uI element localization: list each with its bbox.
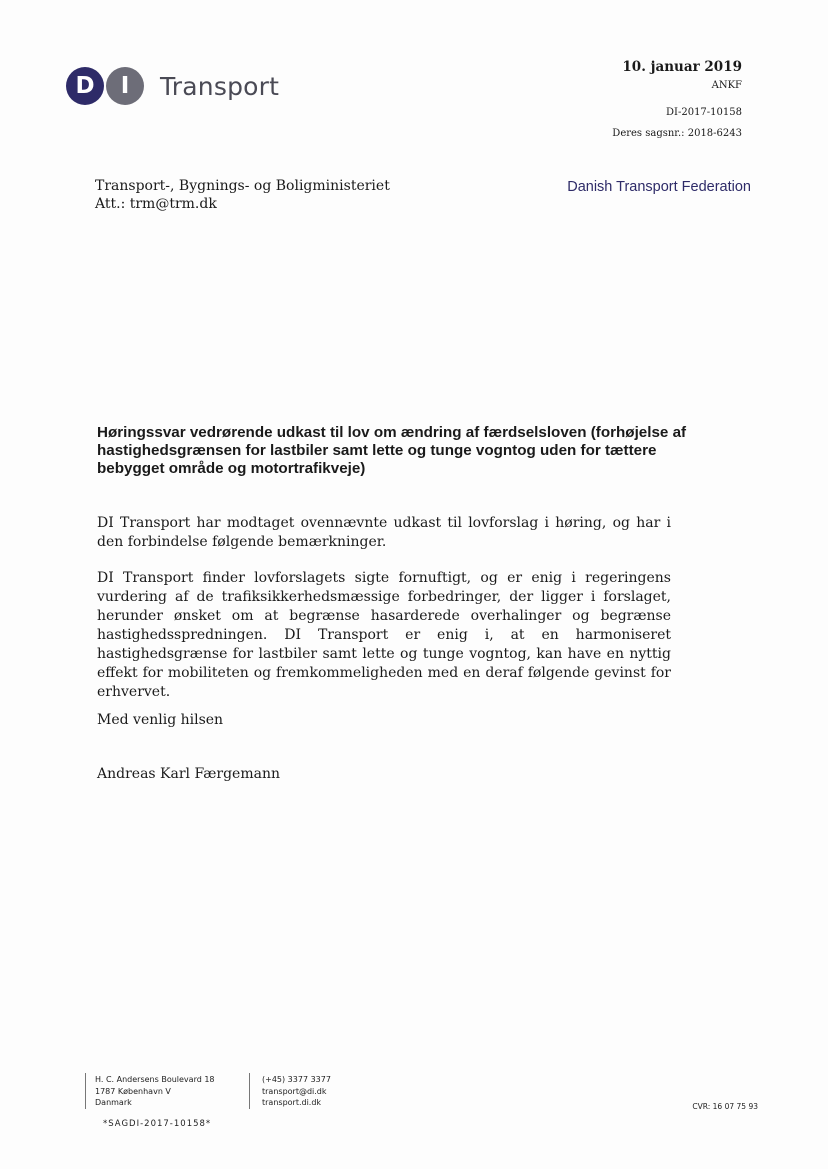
recipient-block	[95, 177, 390, 213]
footer-divider-mid	[249, 1073, 250, 1109]
footer-address-country: Danmark	[95, 1098, 132, 1107]
footer-cvr: CVR: 16 07 75 93	[692, 1102, 758, 1111]
letter-subject: Høringssvar vedrørende udkast til lov om ændring af færdselsloven (forhøjelse af hastighedsgrænsen for lastbiler samt lette og tunge vogntog uden for tættere bebygget område og motortrafikveje)	[97, 424, 687, 477]
document-barcode-text: *SAGDI-2017-10158*	[103, 1119, 212, 1129]
case-number: Deres sagsnr.: 2018-6243	[612, 128, 742, 139]
di-transport-logo	[66, 67, 279, 105]
logo-d-circle: D	[66, 67, 104, 105]
footer-address	[95, 1074, 215, 1109]
footer-contact	[262, 1074, 331, 1109]
footer-email: transport@di.dk	[262, 1086, 327, 1096]
author-initials: ANKF	[711, 80, 742, 91]
federation-name: Danish Transport Federation	[567, 179, 751, 195]
footer-address-city: 1787 København V	[95, 1086, 171, 1096]
signer-name: Andreas Karl Færgemann	[97, 766, 280, 782]
letter-date: 10. januar 2019	[622, 59, 742, 75]
reference-number: DI-2017-10158	[666, 107, 742, 118]
recipient-name: Transport-, Bygnings- og Boligministeriet	[95, 178, 390, 194]
footer-website: transport.di.dk	[262, 1098, 322, 1107]
footer-divider-left	[85, 1073, 86, 1109]
logo-i-circle: I	[106, 67, 144, 105]
body-paragraph-2: DI Transport finder lovforslagets sigte fornuftigt, og er enig i regeringens vurdering af de trafiksikkerhedsmæssige forbedringer, der ligger i forslaget, herunder ønsket om at begrænse hasarderede overhalinger og begrænse hastighedsspredningen. DI Transport er enig i, at en harmoniseret hastighedsgrænse for lastbiler samt lette og tunge vogntog, kan have en nyttig effekt for mobiliteten og fremkommeligheden med en deraf følgende gevinst for erhvervet.	[97, 570, 671, 700]
recipient-attention: Att.: trm@trm.dk	[95, 196, 217, 212]
footer-phone: (+45) 3377 3377	[262, 1075, 331, 1084]
footer-address-street: H. C. Andersens Boulevard 18	[95, 1075, 215, 1084]
closing-greeting: Med venlig hilsen	[97, 712, 224, 728]
logo-wordmark: Transport	[160, 71, 280, 101]
body-paragraph-1: DI Transport har modtaget ovennævnte udkast til lovforslag i høring, og har i den forbindelse følgende bemærkninger.	[97, 515, 671, 550]
